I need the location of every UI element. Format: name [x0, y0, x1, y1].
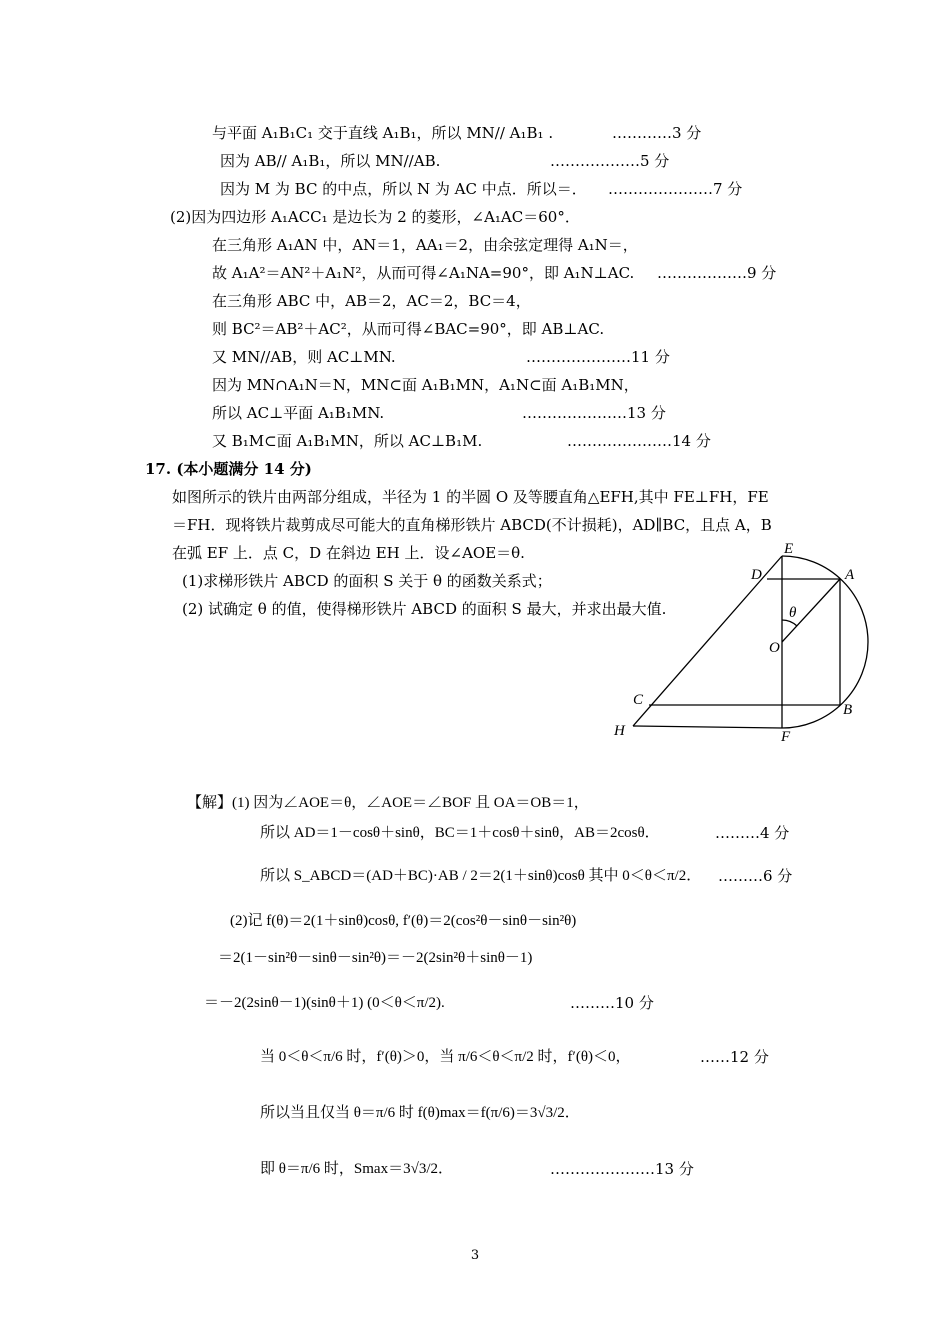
solution-score-3: ………6 分: [718, 867, 793, 885]
question-1: (1)求梯形铁片 ABCD 的面积 S 关于 θ 的函数关系式；: [182, 572, 552, 590]
label-A: A: [845, 567, 855, 583]
score-11: …………………13 分: [522, 404, 666, 422]
solution-line-5: ＝2(1－sin²θ－sinθ－sin²θ)＝－2(2sin²θ＋sinθ－1): [218, 950, 533, 966]
label-O: O: [769, 640, 780, 656]
problem-body-2: ＝FH．现将铁片裁剪成尽可能大的直角梯形铁片 ABCD(不计损耗)，AD∥BC，且点 A，B: [172, 516, 772, 534]
proof-line-3: 因为 M 为 BC 的中点，所以 N 为 AC 中点．所以＝．: [220, 180, 587, 198]
solution-score-2: ………4 分: [715, 824, 790, 842]
score-6: ………………9 分: [657, 264, 777, 282]
proof-line-8: 则 BC²＝AB²＋AC²，从而可得∠BAC=90°，即 AB⊥AC.: [212, 320, 605, 338]
solution-line-3: 所以 S_ABCD＝(AD＋BC)·AB / 2＝2(1＋sinθ)cosθ 其中 0＜θ＜π/2．: [260, 868, 702, 884]
label-H: H: [614, 723, 625, 739]
proof-line-5: 在三角形 A₁AN 中，AN＝1，AA₁＝2，由余弦定理得 A₁N＝，: [212, 236, 638, 254]
proof-line-9: 又 MN//AB，则 AC⊥MN.: [212, 348, 396, 366]
proof-line-1: 与平面 A₁B₁C₁ 交于直线 A₁B₁，所以 MN// A₁B₁ .: [212, 124, 554, 142]
score-9: …………………11 分: [526, 348, 670, 366]
solution-score-6: ………10 分: [570, 994, 654, 1012]
label-theta: θ: [789, 605, 797, 621]
solution-line-1: 【解】(1) 因为∠AOE＝θ，∠AOE＝∠BOF 且 OA＝OB＝1，: [187, 795, 589, 811]
solution-line-4: (2)记 f(θ)＝2(1＋sinθ)cosθ, f′(θ)＝2(cos²θ－sinθ－sin²θ): [230, 913, 577, 929]
solution-line-2: 所以 AD＝1－cosθ＋sinθ，BC＝1＋cosθ＋sinθ，AB＝2cosθ．: [260, 825, 660, 841]
proof-line-11: 所以 AC⊥平面 A₁B₁MN.: [212, 404, 385, 422]
angle-theta-arc: [782, 620, 797, 626]
score-2: ………………5 分: [550, 152, 670, 170]
proof-line-10: 因为 MN∩A₁N＝N，MN⊂面 A₁B₁MN，A₁N⊂面 A₁B₁MN，: [212, 376, 639, 394]
hypotenuse-EH: [633, 556, 782, 726]
semicircle-arc: [782, 556, 868, 728]
solution-score-9: …………………13 分: [550, 1160, 694, 1178]
segment-OA: [782, 579, 840, 642]
proof-line-12: 又 B₁M⊂面 A₁B₁MN，所以 AC⊥B₁M.: [212, 432, 483, 450]
problem-body-3: 在弧 EF 上．点 C，D 在斜边 EH 上．设∠AOE＝θ.: [172, 544, 525, 562]
solution-line-6: ＝－2(2sinθ－1)(sinθ＋1) (0＜θ＜π/2).: [204, 995, 445, 1011]
proof-line-4: (2)因为四边形 A₁ACC₁ 是边长为 2 的菱形，∠A₁AC＝60°．: [170, 208, 580, 226]
proof-line-7: 在三角形 ABC 中，AB＝2，AC＝2，BC＝4，: [212, 292, 531, 310]
solution-line-8: 所以当且仅当 θ＝π/6 时 f(θ)max＝f(π/6)＝3√3/2．: [260, 1105, 580, 1121]
proof-line-2: 因为 AB// A₁B₁，所以 MN//AB.: [220, 152, 441, 170]
problem-heading: 17. (本小题满分 14 分): [145, 460, 312, 478]
score-3: …………………7 分: [608, 180, 743, 198]
solution-line-7: 当 0＜θ＜π/6 时，f′(θ)＞0，当 π/6＜θ＜π/2 时，f′(θ)＜0，: [260, 1049, 631, 1065]
score-1: …………3 分: [612, 124, 702, 142]
problem-body-1: 如图所示的铁片由两部分组成，半径为 1 的半圆 O 及等腰直角△EFH,其中 FE⊥FH，FE: [172, 488, 769, 506]
label-C: C: [633, 692, 644, 708]
label-D: D: [751, 567, 762, 583]
label-E: E: [784, 541, 794, 557]
solution-line-9: 即 θ＝π/6 时，Smax＝3√3/2．: [260, 1161, 453, 1177]
score-12: …………………14 分: [567, 432, 711, 450]
page-number: 3: [470, 1248, 480, 1263]
leg-HF: [633, 726, 782, 728]
label-F: F: [781, 729, 791, 745]
proof-line-6: 故 A₁A²＝AN²＋A₁N²，从而可得∠A₁NA=90°，即 A₁N⊥AC.: [212, 264, 635, 282]
label-B: B: [843, 702, 853, 718]
question-2: (2) 试确定 θ 的值，使得梯形铁片 ABCD 的面积 S 最大，并求出最大值.: [182, 600, 667, 618]
solution-score-7: ……12 分: [700, 1048, 769, 1066]
